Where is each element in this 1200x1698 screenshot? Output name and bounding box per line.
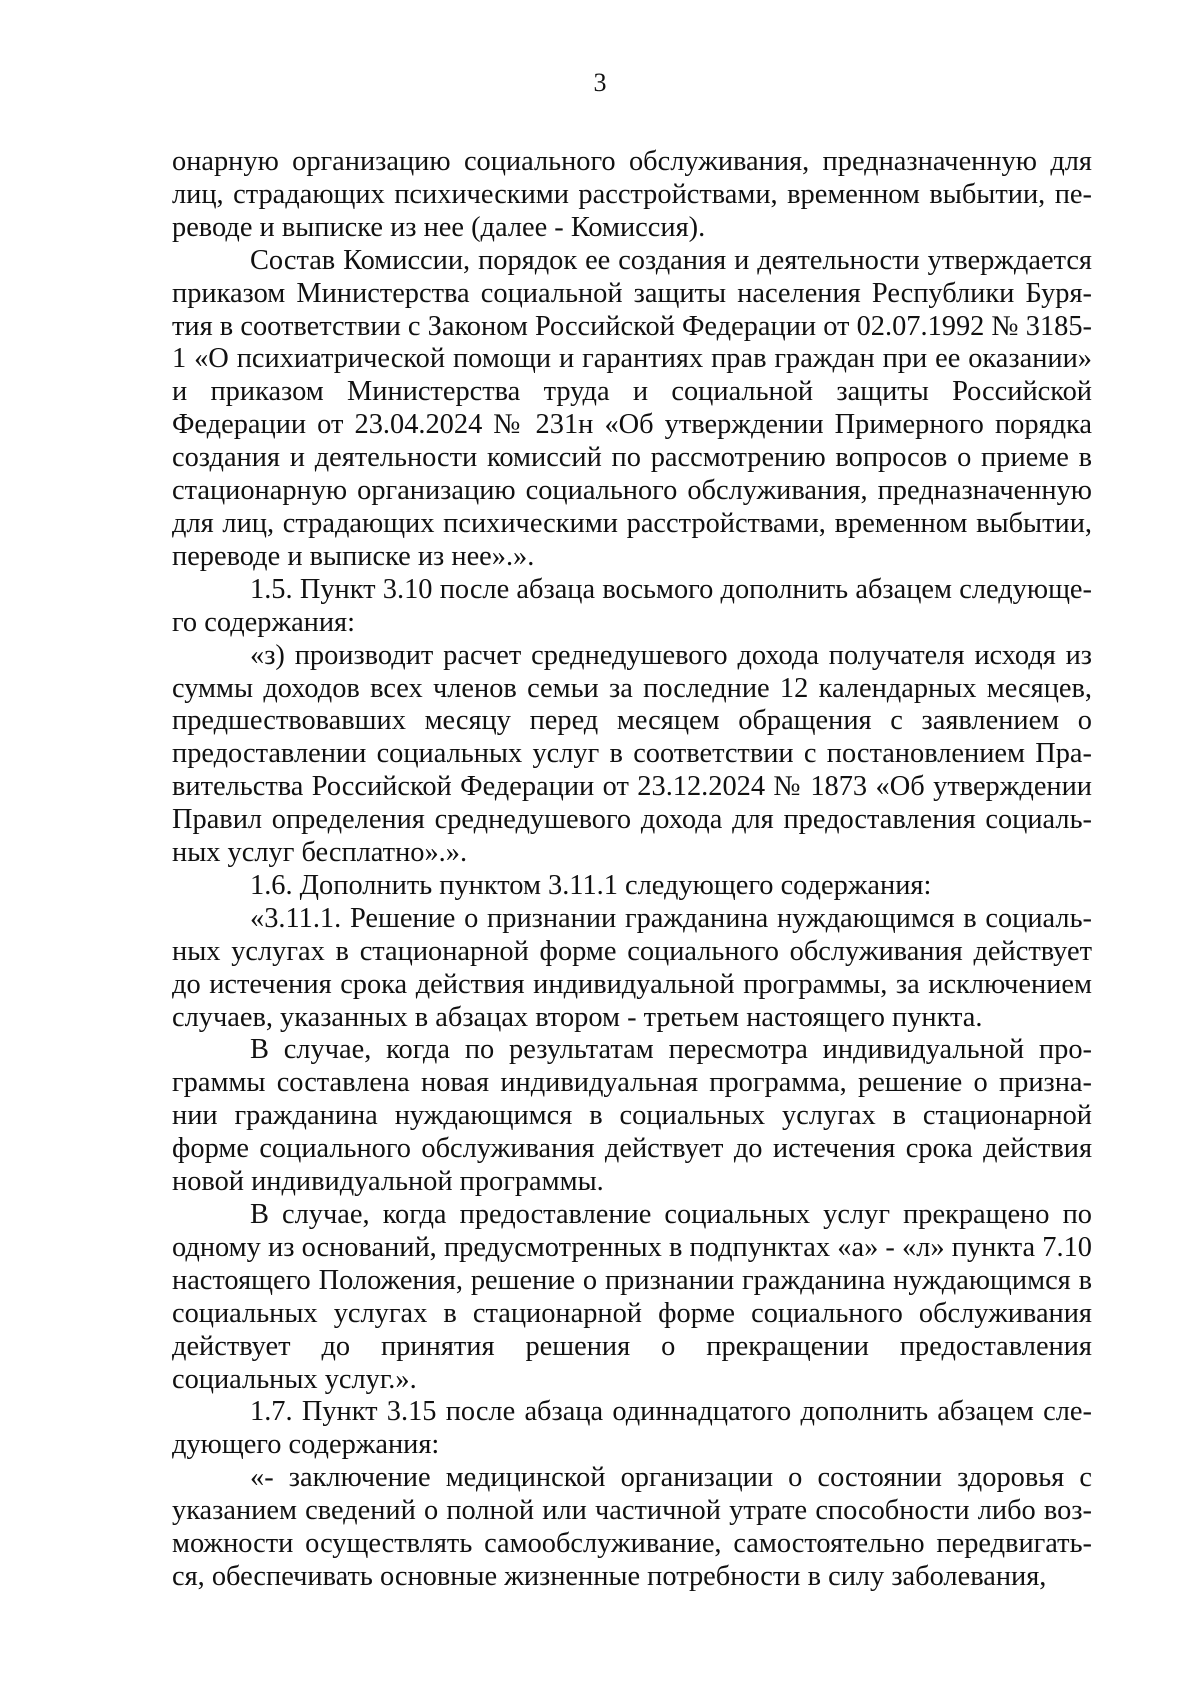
paragraph-continuation: онарную организацию социального обслуживания, предназначенную для лиц, страдающих психическими расстройствами, временном выбытии, переводе и выписке из нее (далее - Комиссия).	[172, 146, 1092, 243]
document-body	[172, 146, 1092, 1594]
paragraph-commission-composition: Состав Комиссии, порядок ее создания и деятельности утверждается приказом Министерства социальной защиты населения Республики Бурятия в соответствии с Законом Российской Федерации от 02.07.1992 № 3185-1 «О психиатрической помощи и гарантиях прав граждан при ее оказании» и приказом Министерства труда и социальной защиты Российской Федерации от 23.04.2024 № 231н «Об утверждении Примерного порядка создания и деятельности комиссий по рассмотрению вопросов о приеме в стационарную организацию социального обслуживания, предназначенную для лиц, страдающих психическими расстройствами, временном выбытии, переводе и выписке из нее».».	[172, 244, 1092, 572]
paragraph-case-termination: В случае, когда предоставление социальных услуг прекращено по одному из оснований, предусмотренных в подпунктах «а» - «л» пункта 7.10 настоящего Положения, решение о признании гражданина нуждающимся в социальных услугах в стационарной форме социального обслуживания действует до принятия решения о прекращении предоставления социальных услуг.».	[172, 1199, 1092, 1395]
paragraph-item-1-5-text: «з) производит расчет среднедушевого дохода получателя исходя из суммы доходов всех членов семьи за последние 12 календарных месяцев, предшествовавших месяцу перед месяцем обращения с заявлением о предоставлении социальных услуг в соответствии с постановлением Правительства Российской Федерации от 23.12.2024 № 1873 «Об утверждении Правил определения среднедушевого дохода для предоставления социальных услуг бесплатно».».	[172, 639, 1092, 869]
paragraph-case-new-program: В случае, когда по результатам пересмотра индивидуальной программы составлена новая индивидуальная программа, решение о признании гражданина нуждающимся в социальных услугах в стационарной форме социального обслуживания действует до истечения срока действия новой индивидуальной программы.	[172, 1034, 1092, 1198]
paragraph-item-1-5: 1.5. Пункт 3.10 после абзаца восьмого дополнить абзацем следующего содержания:	[172, 573, 1092, 638]
paragraph-item-1-6: 1.6. Дополнить пунктом 3.11.1 следующего содержания:	[250, 869, 932, 901]
paragraph-item-1-7: 1.7. Пункт 3.15 после абзаца одиннадцатого дополнить абзацем следующего содержания:	[172, 1396, 1092, 1461]
paragraph-item-3-11-1: «3.11.1. Решение о признании гражданина нуждающимся в социальных услугах в стационарной форме социального обслуживания действует до истечения срока действия индивидуальной программы, за исключением случаев, указанных в абзацах втором - третьем настоящего пункта.	[172, 902, 1092, 1033]
page-number: 3	[593, 68, 607, 97]
paragraph-medical-conclusion: «- заключение медицинской организации о состоянии здоровья с указанием сведений о полной или частичной утрате способности либо возможности осуществлять самообслуживание, самостоятельно передвигаться, обеспечивать основные жизненные потребности в силу заболевания,	[172, 1462, 1092, 1592]
